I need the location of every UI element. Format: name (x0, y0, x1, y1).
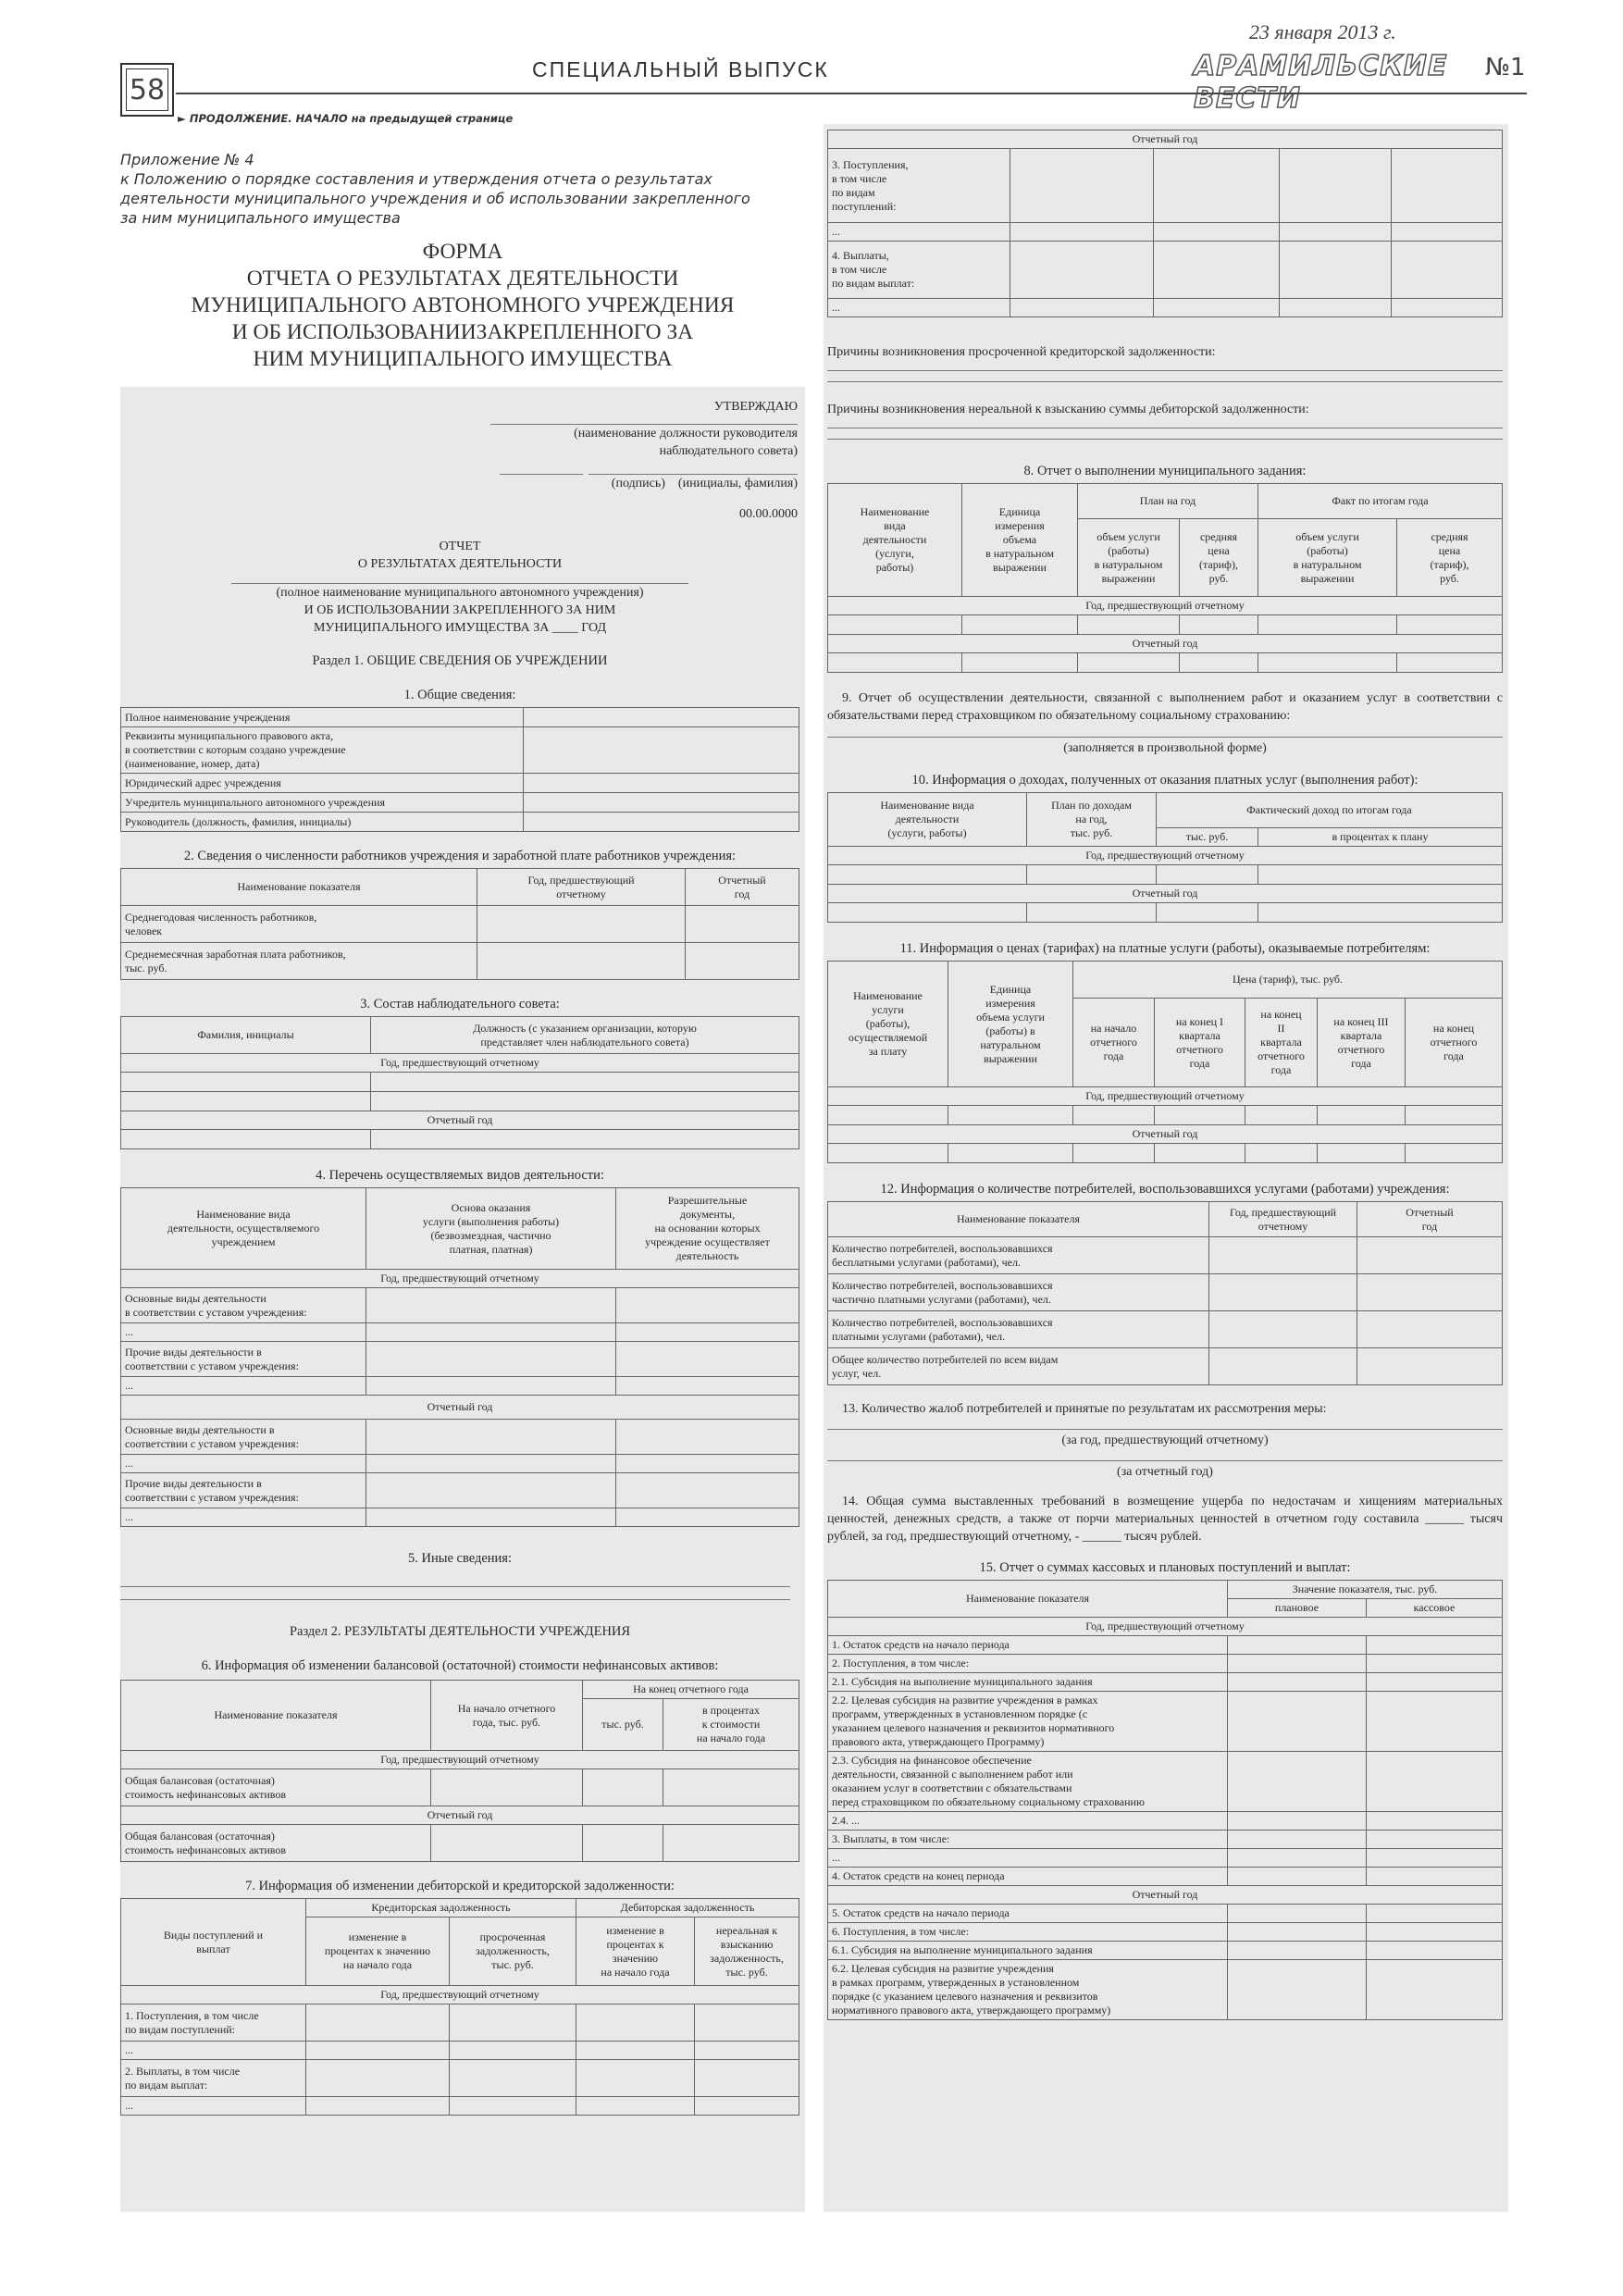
approve-position: наблюдательного совета) (659, 444, 798, 458)
cell-line: 3. Поступления, (832, 157, 909, 171)
table-header: Наименование показателя (828, 1581, 1228, 1618)
table-cell: ... (121, 1508, 366, 1527)
cell-line: процентах к (606, 1937, 664, 1951)
table-subheader: Год, предшествующий отчетному (121, 1054, 799, 1073)
cell-line: услуг, чел. (832, 1366, 882, 1380)
cell-line: в том числе (832, 171, 887, 185)
reason-text: Причины возникновения нереальной к взысканию суммы дебиторской задолженности: (827, 403, 1309, 416)
cell-line: объем услуги (1096, 529, 1160, 543)
cell-line: Должность (с указанием организации, которую (473, 1021, 697, 1035)
cell-line: оказанием услуг в соответствии с обязательствами (832, 1781, 1072, 1794)
cell-line: цена (1438, 543, 1461, 557)
table-cell: 6. Поступления, в том числе: (828, 1923, 1228, 1942)
cell-line: нереальная к (715, 1923, 778, 1937)
table-cell: 1. Остаток средств на начало периода (828, 1636, 1228, 1655)
cell-line: в натуральном (985, 547, 1054, 560)
table-subheader: Отчетный год (828, 130, 1503, 149)
cell-line: изменение в (348, 1930, 407, 1943)
cell-line: Основа оказания (451, 1200, 531, 1214)
cell-line: стоимость нефинансовых активов (125, 1787, 286, 1801)
issue-date: 23 января 2013 г. (1249, 20, 1396, 43)
cell-line: Отчетный (1406, 1205, 1454, 1219)
header-rule (176, 93, 1527, 94)
approve-title: УТВЕРЖДАЮ (713, 400, 798, 414)
approval-block (120, 398, 799, 523)
cell-line: в рамках программ, утвержденных в установленном (832, 1976, 1080, 1989)
appendix-line: за ним муниципального имущества (120, 209, 401, 227)
cell-line: средняя (1199, 529, 1238, 543)
cell-line: деятельности, осуществляемого (167, 1222, 320, 1235)
report-line: О РЕЗУЛЬТАТАХ ДЕЯТЕЛЬНОСТИ (357, 557, 563, 571)
cell-line: Прочие виды деятельности в (125, 1345, 262, 1359)
table-subheader: Год, предшествующий отчетному (828, 1618, 1503, 1636)
cell-line: Общая балансовая (остаточная) (125, 1829, 275, 1843)
consumers-table (827, 1201, 1503, 1385)
form-title (120, 239, 805, 373)
cell-line: на начало года (342, 1958, 413, 1971)
cell-line: просроченная (479, 1930, 546, 1943)
cell-line: год (1421, 1219, 1438, 1233)
cell-line: Единица (998, 505, 1041, 518)
cell-line: 2.2. Целевая субсидия на развитие учреждения в рамках (832, 1694, 1098, 1706)
appendix-line: к Положению о порядке составления и утверждения отчета о результатах (120, 170, 712, 188)
cell-line: на начало (1090, 1022, 1137, 1035)
section9-note: (заполняется в произвольной форме) (1063, 741, 1267, 755)
cell-line: руб. (1208, 571, 1229, 585)
table-cell: 6.1. Субсидия на выполнение муниципального задания (828, 1942, 1228, 1960)
debts-table-continued (827, 130, 1503, 317)
cell-line: цена (1208, 543, 1230, 557)
cell-line: на конец I (1175, 1014, 1224, 1028)
cell-line: На начало отчетного (457, 1701, 556, 1715)
cell-line: года (1270, 1063, 1292, 1076)
cell-line: отчетного (1258, 1049, 1305, 1062)
cell-line: соответствии с уставом учреждения: (125, 1490, 299, 1504)
activities-table (120, 1187, 799, 1527)
table-header: Факт по итогам года (1258, 484, 1503, 519)
table-header: На конец отчетного года (583, 1681, 799, 1699)
section2-title: Раздел 2. РЕЗУЛЬТАТЫ ДЕЯТЕЛЬНОСТИ УЧРЕЖДЕНИЯ (289, 1624, 631, 1639)
table7-title: 7. Информация об изменении дебиторской и кредиторской задолженности: (245, 1879, 675, 1893)
table-subheader: Год, предшествующий отчетному (121, 1270, 799, 1288)
table-header: тыс. руб. (583, 1699, 663, 1751)
cell-line: в процентах (702, 1704, 760, 1717)
cell-line: Наименование (860, 505, 930, 518)
table-header: Наименование показателя (121, 869, 477, 906)
section9-text: 9. Отчет об осуществлении деятельности, связанной с выполнением работ и оказанием услуг в соответствии с обязательствами перед страховщиком по обязательному социальному страхованию: (827, 691, 1503, 723)
appendix-block (120, 150, 796, 228)
table-cell: 2.4. ... (828, 1812, 1228, 1831)
form-title-line: ФОРМА (422, 240, 503, 264)
table-cell: 2.1. Субсидия на выполнение муниципального задания (828, 1673, 1228, 1692)
section13-note: (за отчетный год) (1117, 1465, 1213, 1479)
cell-line: по видам (832, 185, 875, 199)
cell-line: услуги (выполнения работы) (422, 1214, 560, 1228)
cell-line: Общее количество потребителей по всем видам (832, 1352, 1059, 1366)
cell-line: руб. (1440, 571, 1459, 585)
table-cell: 5. Остаток средств на начало периода (828, 1905, 1228, 1923)
cell-line: к стоимости (701, 1718, 761, 1731)
cell-line: отчетного (1337, 1042, 1385, 1056)
cell-line: года (1351, 1056, 1371, 1070)
cell-line: деятельности (862, 533, 927, 546)
approve-initials: (инициалы, фамилия) (677, 477, 798, 490)
cell-line: программ, утвержденных в установленном порядке (с (832, 1707, 1088, 1720)
cell-line: выражении (1300, 571, 1355, 585)
cell-line: на конец (1260, 1008, 1302, 1021)
form-panel (120, 387, 805, 2212)
cell-line: процентах к значению (324, 1944, 431, 1957)
cell-line: План по доходам (1051, 799, 1132, 812)
cell-line: вида (884, 519, 906, 532)
table-subheader: Отчетный год (828, 1886, 1503, 1905)
cell-line: Прочие виды деятельности в (125, 1476, 262, 1490)
cell-line: в натуральном (1293, 557, 1362, 571)
table-subheader: Отчетный год (828, 1125, 1503, 1144)
cell-line: год (734, 887, 750, 900)
cell-line: представляет член наблюдательного совета) (480, 1035, 689, 1049)
approve-date: 00.00.0000 (739, 507, 798, 521)
cell-line: Наименование вида (880, 799, 974, 812)
cell-line: выражении (1101, 571, 1156, 585)
cell-line: отчетному (1258, 1219, 1308, 1233)
cell-line: в соответствии с которым создано учреждение (125, 743, 346, 756)
cell-line: средняя (1431, 529, 1468, 543)
cell-line: задолженность, (710, 1951, 784, 1965)
table-subheader: Год, предшествующий отчетному (121, 1751, 799, 1769)
cell-line: перед страховщиком по обязательному социальному страхованию (832, 1795, 1145, 1808)
table11-title: 11. Информация о ценах (тарифах) на платные услуги (работы), оказываемые потребителям: (899, 941, 1431, 956)
cell-line: за плату (868, 1045, 908, 1058)
cell-line: взысканию (720, 1937, 774, 1951)
section-title: СПЕЦИАЛЬНЫЙ ВЫПУСК (532, 57, 829, 81)
cell-line: Разрешительные (667, 1194, 748, 1207)
cell-line: измерения (985, 996, 1035, 1010)
cell-line: на конец III (1333, 1014, 1389, 1028)
cell-line: квартала (1179, 1028, 1220, 1042)
table-subheader: Отчетный год (121, 1806, 799, 1825)
cell-line: платными услугами (работами), чел. (832, 1329, 1006, 1343)
report-line: (полное наименование муниципального автономного учреждения) (276, 586, 644, 600)
cell-line: отчетного (1430, 1036, 1478, 1049)
table12-title: 12. Информация о количестве потребителей, воспользовавшихся услугами (работами) учреждения: (880, 1182, 1450, 1197)
issue-number: №1 (1485, 54, 1526, 81)
table-header: Значение показателя, тыс. руб. (1228, 1581, 1503, 1599)
cell-line: платная, платная) (449, 1242, 533, 1256)
cell-line: Реквизиты муниципального правового акта, (125, 729, 334, 742)
table-cell: ... (828, 299, 1010, 317)
cell-line: объема услуги (976, 1010, 1045, 1024)
cell-line: выражении (984, 1051, 1037, 1065)
cell-line: по видам выплат: (832, 277, 915, 290)
cell-line: года (1189, 1056, 1210, 1070)
debts-table (120, 1898, 799, 2116)
table-subheader: Год, предшествующий отчетному (121, 1986, 799, 2004)
section13-text: 13. Количество жалоб потребителей и принятые по результатам их рассмотрения меры: (842, 1402, 1327, 1416)
cell-line: указанием целевого назначения и реквизитов нормативного (832, 1721, 1115, 1734)
table-subheader: Отчетный год (828, 635, 1503, 653)
reason-text: Причины возникновения просроченной кредиторской задолженности: (827, 345, 1216, 359)
cell-line: (тариф), (1199, 557, 1238, 571)
continuation-note: ► ПРОДОЛЖЕНИЕ. НАЧАЛО на предыдущей странице (178, 112, 514, 125)
cashflow-table (827, 1580, 1503, 2020)
cell-line: учреждением (211, 1235, 276, 1248)
cell-line: года (1443, 1049, 1464, 1062)
cell-line: на начало года (601, 1965, 670, 1979)
table-header: Наименование показателя (121, 1681, 431, 1751)
cell-line: человек (125, 924, 163, 937)
cell-line: в соответствии с уставом учреждения: (125, 1305, 307, 1319)
cell-line: Отчетный (718, 873, 766, 887)
table-cell: ... (828, 1849, 1228, 1868)
table10-title: 10. Информация о доходах, полученных от оказания платных услуг (выполнения работ): (911, 773, 1419, 788)
cell-line: тыс. руб. (725, 1965, 768, 1979)
cell-line: отчетного (1176, 1042, 1223, 1056)
cell-line: (работы), (865, 1017, 911, 1030)
cell-line: на начало года (696, 1731, 766, 1744)
table1-title: 1. Общие сведения: (403, 688, 516, 702)
cell-line: значению (612, 1951, 659, 1965)
cell-line: Среднегодовая численность работников, (125, 910, 317, 924)
report-line: МУНИЦИПАЛЬНОГО ИМУЩЕСТВА ЗА ____ ГОД (313, 621, 607, 635)
report-line: ОТЧЕТ (439, 540, 481, 553)
general-info-table (120, 707, 799, 832)
table6-title: 6. Информация об изменении балансовой (остаточной) стоимости нефинансовых активов: (201, 1658, 719, 1673)
cell-line: квартала (1340, 1028, 1382, 1042)
report-line: И ОБ ИСПОЛЬЗОВАНИИ ЗАКРЕПЛЕННОГО ЗА НИМ (304, 603, 616, 617)
income-table (827, 792, 1503, 923)
cell-line: (наименование, номер, дата) (125, 757, 260, 770)
cell-line: 6.2. Целевая субсидия на развитие учреждения (832, 1962, 1054, 1975)
cell-line: документы, (679, 1208, 736, 1221)
table-cell: 3. Выплаты, в том числе: (828, 1831, 1228, 1849)
cell-line: объем услуги (1295, 529, 1359, 543)
table-cell: 2. Поступления, в том числе: (828, 1655, 1228, 1673)
form-title-line: НИМ МУНИЦИПАЛЬНОГО ИМУЩЕСТВА (253, 347, 673, 371)
cell-line: (тариф), (1430, 557, 1469, 571)
cell-line: в натуральном (1094, 557, 1163, 571)
cell-line: 2. Выплаты, в том числе (125, 2064, 241, 2078)
cell-line: натуральном (980, 1037, 1041, 1051)
cell-line: года (1103, 1049, 1124, 1062)
cell-line: (работы) (1108, 543, 1149, 557)
cell-line: по видам выплат: (125, 2078, 208, 2091)
cell-line: Количество потребителей, воспользовавшихся (832, 1278, 1053, 1292)
cell-line: бесплатными услугами (работами), чел. (832, 1255, 1021, 1269)
table-header: в процентах к плану (1258, 828, 1503, 847)
table-header: плановое (1228, 1599, 1367, 1618)
cell-line: на основании которых (654, 1222, 761, 1235)
cell-line: 4. Выплаты, (832, 249, 889, 262)
table-subheader: Отчетный год (121, 1111, 799, 1130)
cell-line: года, тыс. руб. (472, 1715, 541, 1729)
cell-line: деятельность (675, 1249, 739, 1262)
cell-line: поступлений: (832, 199, 897, 213)
table-subheader: Отчетный год (121, 1396, 799, 1420)
table-cell: Учредитель муниципального автономного учреждения (121, 793, 524, 813)
cell-line: деятельности, связанной с выполнением работ или (832, 1768, 1073, 1781)
approve-position: (наименование должности руководителя (574, 427, 798, 441)
table-header: Наименование показателя (828, 1202, 1209, 1237)
approve-sign: (подпись) (611, 477, 665, 490)
table-cell: Юридический адрес учреждения (121, 774, 524, 793)
cell-line: выражении (993, 561, 1047, 574)
table-cell: ... (121, 1455, 366, 1473)
cell-line: Основные виды деятельности (125, 1291, 266, 1305)
cell-line: порядке (с указанием целевого назначения и реквизитов (832, 1990, 1098, 2003)
table-cell: ... (121, 2042, 306, 2060)
table4-title: 4. Перечень осуществляемых видов деятельности: (316, 1168, 604, 1183)
other-info-title: 5. Иные сведения: (407, 1551, 512, 1566)
appendix-line: деятельности муниципального учреждения и об использовании закрепленного (120, 190, 750, 207)
task-table (827, 483, 1503, 673)
table3-title: 3. Состав наблюдательного совета: (360, 997, 560, 1011)
form-title-line: МУНИЦИПАЛЬНОГО АВТОНОМНОГО УЧРЕЖДЕНИЯ (191, 293, 735, 317)
cell-line: Наименование вида (196, 1208, 291, 1221)
table-cell (121, 727, 524, 774)
table-header: Дебиторская задолженность (576, 1899, 799, 1917)
cell-line: задолженность, (476, 1944, 550, 1957)
table-cell: ... (121, 1377, 366, 1396)
board-table (120, 1016, 799, 1149)
table-subheader: Год, предшествующий отчетному (828, 847, 1503, 865)
cell-line: объема (1002, 533, 1037, 546)
cell-line: отчетному (556, 887, 606, 900)
form-title-line: ОТЧЕТА О РЕЗУЛЬТАТАХ ДЕЯТЕЛЬНОСТИ (246, 267, 679, 291)
cell-line: (безвозмездная, частично (430, 1228, 551, 1242)
cell-line: стоимость нефинансовых активов (125, 1843, 286, 1856)
cell-line: соответствии с уставом учреждения: (125, 1359, 299, 1372)
table-header: Кредиторская задолженность (306, 1899, 576, 1917)
cell-line: на конец (1432, 1022, 1475, 1035)
form-panel-right (824, 124, 1508, 2212)
cell-line: Количество потребителей, воспользовавшихся (832, 1315, 1053, 1329)
cell-line: Единица (989, 982, 1032, 996)
cell-line: II (1277, 1022, 1285, 1035)
table-header: Фамилия, инициалы (121, 1017, 371, 1054)
table2-title: 2. Сведения о численности работников учреждения и заработной плате работников учреждения: (183, 849, 737, 863)
cell-line: квартала (1260, 1036, 1302, 1049)
staff-table (120, 868, 799, 980)
cell-line: тыс. руб. (491, 1958, 534, 1971)
cell-line: (работы) (1307, 543, 1348, 557)
assets-table (120, 1680, 799, 1862)
form-title-line: И ОБ ИСПОЛЬЗОВАНИИЗАКРЕПЛЕННОГО ЗА (231, 320, 694, 344)
cell-line: выплат (196, 1942, 230, 1955)
cell-line: соответствии с уставом учреждения: (125, 1436, 299, 1450)
table8-title: 8. Отчет о выполнении муниципального задания: (1023, 464, 1307, 478)
section14-text: 14. Общая сумма выставленных требований в возмещение ущерба по недостачам и хищениям материальных ценностей, денежных средств, а также от порчи материальных ценностей в отчетном году составила ______ тысяч рублей, за год, предшествующий отчетному, - ______ тысяч рублей. (827, 1495, 1503, 1544)
cell-line: частично платными услугами (работами), чел. (832, 1292, 1051, 1306)
cell-line: (услуги, работы) (887, 826, 967, 839)
section1-title: Раздел 1. ОБЩИЕ СВЕДЕНИЯ ОБ УЧРЕЖДЕНИИ (312, 653, 608, 668)
table-cell: Руководитель (должность, фамилия, инициалы) (121, 813, 524, 832)
newspaper-logo: АРАМИЛЬСКИЕ ВЕСТИ (1194, 50, 1448, 115)
section13-note: (за год, предшествующий отчетному) (1061, 1433, 1269, 1447)
table-header: кассовое (1367, 1599, 1503, 1618)
cell-line: Год, предшествующий (1229, 1205, 1337, 1219)
cell-line: на год, (1075, 813, 1108, 825)
table-header: План на год (1078, 484, 1258, 519)
page-number-box (120, 63, 174, 117)
cell-line: измерения (995, 519, 1045, 532)
cell-line: Количество потребителей, воспользовавшихся (832, 1241, 1053, 1255)
cell-line: Виды поступлений и (163, 1928, 264, 1942)
cell-line: нормативного правового акта, утверждающего программу) (832, 2004, 1111, 2017)
table-cell: 4. Остаток средств на конец периода (828, 1868, 1228, 1886)
report-title (120, 538, 799, 637)
table-subheader: Год, предшествующий отчетному (828, 1087, 1503, 1106)
cell-line: правового акта, утверждающего Программу) (832, 1735, 1045, 1748)
cell-line: работы) (875, 561, 914, 574)
cell-line: отчетного (1090, 1036, 1137, 1049)
cell-line: по видам поступлений: (125, 2022, 236, 2036)
cell-line: Наименование (853, 989, 923, 1002)
cell-line: Среднемесячная заработная плата работников, (125, 947, 346, 961)
table15-title: 15. Отчет о суммах кассовых и плановых поступлений и выплат: (979, 1560, 1351, 1575)
cell-line: изменение в (606, 1923, 664, 1937)
cell-line: тыс. руб. (1070, 826, 1113, 839)
table-cell: ... (828, 223, 1010, 242)
table-header: Фактический доход по итогам года (1157, 793, 1503, 828)
cell-line: (услуги, (875, 547, 914, 560)
cell-line: в том числе (832, 263, 887, 276)
table-header: Цена (тариф), тыс. руб. (1073, 962, 1503, 999)
cell-line: Основные виды деятельности в (125, 1422, 275, 1436)
table-cell: ... (121, 2097, 306, 2116)
cell-line: 2.3. Субсидия на финансовое обеспечение (832, 1754, 1032, 1767)
page-number: 58 (126, 68, 168, 111)
cell-line: деятельности (895, 813, 960, 825)
cell-line: тыс. руб. (125, 961, 167, 974)
prices-table (827, 961, 1503, 1163)
table-cell: Полное наименование учреждения (121, 708, 524, 727)
table-subheader: Отчетный год (828, 885, 1503, 903)
cell-line: услуги (872, 1003, 904, 1016)
table-cell: ... (121, 1323, 366, 1342)
appendix-line: Приложение № 4 (120, 151, 254, 168)
cell-line: (работы) в (985, 1024, 1035, 1037)
cell-line: 1. Поступления, в том числе (125, 2008, 259, 2022)
table-subheader: Год, предшествующий отчетному (828, 597, 1503, 615)
cell-line: учреждение осуществляет (645, 1235, 770, 1248)
table-header: тыс. руб. (1157, 828, 1258, 847)
cell-line: Общая балансовая (остаточная) (125, 1773, 275, 1787)
cell-line: осуществляемой (848, 1031, 928, 1044)
cell-line: Год, предшествующий (527, 873, 635, 887)
